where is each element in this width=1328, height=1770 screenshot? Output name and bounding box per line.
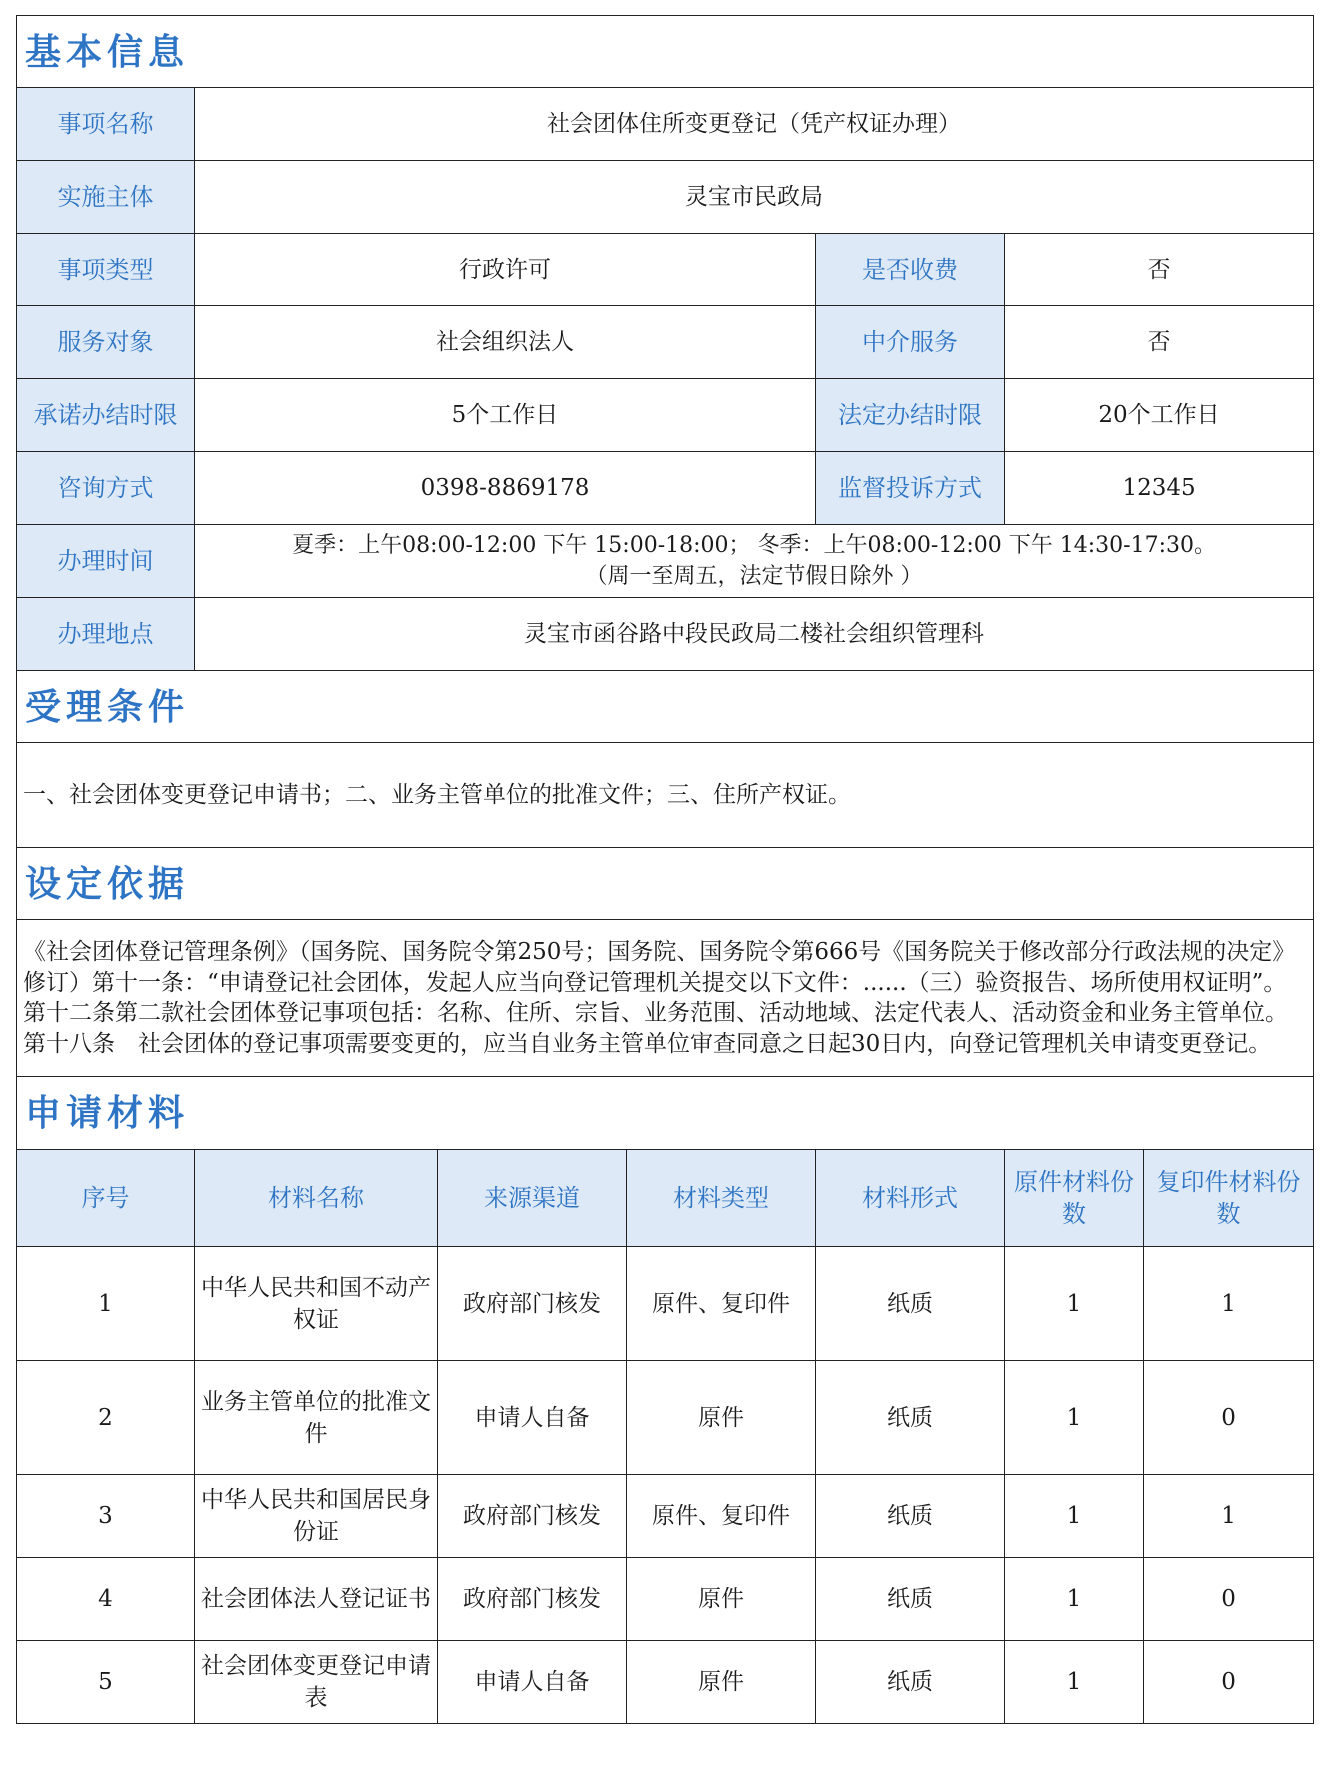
- conditions-text: 一、社会团体变更登记申请书；二、业务主管单位的批准文件；三、住所产权证。: [17, 743, 1314, 848]
- guide-table: [16, 15, 1314, 1724]
- value-complaint-phone: 12345: [1005, 452, 1314, 525]
- section-title-basic-info: 基本信息: [17, 16, 1314, 88]
- col-header-original-count: 原件材料份数: [1005, 1150, 1144, 1247]
- label-complaint: 监督投诉方式: [816, 452, 1005, 525]
- cell-original-count: 1: [1005, 1558, 1144, 1641]
- office-hours-line-1: 夏季：上午08:00-12:00 下午 15:00-18:00； 冬季：上午08:00-12:00 下午 14:30-17:30。: [292, 533, 1216, 558]
- cell-copy-count: 1: [1144, 1475, 1314, 1558]
- col-header-source: 来源渠道: [438, 1150, 627, 1247]
- cell-copy-count: 0: [1144, 1558, 1314, 1641]
- cell-material-type: 原件: [627, 1558, 816, 1641]
- label-item-type: 事项类型: [17, 234, 195, 306]
- cell-source: 政府部门核发: [438, 1247, 627, 1361]
- section-title-conditions: 受理条件: [17, 671, 1314, 743]
- cell-material-type: 原件、复印件: [627, 1247, 816, 1361]
- table-row: [17, 1641, 1314, 1724]
- value-item-type: 行政许可: [195, 234, 816, 306]
- cell-material-form: 纸质: [816, 1247, 1005, 1361]
- basis-text: 《社会团体登记管理条例》（国务院、国务院令第250号；国务院、国务院令第666号《国务院关于修改部分行政法规的决定》修订）第十一条：“申请登记社会团体，发起人应当向登记管理机关提交以下文件：......（三）验资报告、场所使用权证明”。第十二条第二款社会团体登记事项包括：名称、住所、宗旨、业务范围、活动地域、法定代表人、活动资金和业务主管单位。第十八条 社会团体的登记事项需要变更的，应当自业务主管单位审查同意之日起30日内，向登记管理机关申请变更登记。: [17, 920, 1314, 1077]
- cell-index: 2: [17, 1361, 195, 1475]
- table-row: [17, 1247, 1314, 1361]
- cell-index: 5: [17, 1641, 195, 1724]
- label-location: 办理地点: [17, 598, 195, 671]
- col-header-material-form: 材料形式: [816, 1150, 1005, 1247]
- cell-index: 3: [17, 1475, 195, 1558]
- col-header-index: 序号: [17, 1150, 195, 1247]
- table-row: [17, 1475, 1314, 1558]
- value-service-target: 社会组织法人: [195, 306, 816, 379]
- table-row: [17, 1361, 1314, 1475]
- cell-copy-count: 1: [1144, 1247, 1314, 1361]
- cell-original-count: 1: [1005, 1247, 1144, 1361]
- cell-source: 政府部门核发: [438, 1558, 627, 1641]
- label-office-hours: 办理时间: [17, 525, 195, 598]
- value-agency: 否: [1005, 306, 1314, 379]
- cell-copy-count: 0: [1144, 1361, 1314, 1475]
- label-promise-time: 承诺办结时限: [17, 379, 195, 452]
- cell-index: 1: [17, 1247, 195, 1361]
- cell-original-count: 1: [1005, 1475, 1144, 1558]
- value-item-name: 社会团体住所变更登记（凭产权证办理）: [195, 88, 1314, 161]
- col-header-material-name: 材料名称: [195, 1150, 438, 1247]
- cell-material-form: 纸质: [816, 1475, 1005, 1558]
- service-guide-page: [16, 15, 1313, 1724]
- office-hours-line-2: （周一至周五，法定节假日除外 ）: [585, 564, 923, 589]
- cell-material-name: 社会团体法人登记证书: [195, 1558, 438, 1641]
- cell-original-count: 1: [1005, 1641, 1144, 1724]
- cell-material-type: 原件、复印件: [627, 1475, 816, 1558]
- value-legal-time: 20个工作日: [1005, 379, 1314, 452]
- materials-header-row: [17, 1150, 1314, 1247]
- label-item-name: 事项名称: [17, 88, 195, 161]
- col-header-material-type: 材料类型: [627, 1150, 816, 1247]
- section-title-materials: 申请材料: [17, 1077, 1314, 1150]
- cell-material-name: 业务主管单位的批准文件: [195, 1361, 438, 1475]
- value-location: 灵宝市函谷路中段民政局二楼社会组织管理科: [195, 598, 1314, 671]
- cell-material-name: 社会团体变更登记申请表: [195, 1641, 438, 1724]
- label-service-target: 服务对象: [17, 306, 195, 379]
- cell-material-form: 纸质: [816, 1361, 1005, 1475]
- cell-source: 申请人自备: [438, 1361, 627, 1475]
- cell-copy-count: 0: [1144, 1641, 1314, 1724]
- value-office-hours: [195, 525, 1314, 598]
- value-promise-time: 5个工作日: [195, 379, 816, 452]
- label-fee: 是否收费: [816, 234, 1005, 306]
- value-consult-phone: 0398-8869178: [195, 452, 816, 525]
- label-agency: 中介服务: [816, 306, 1005, 379]
- label-consult: 咨询方式: [17, 452, 195, 525]
- cell-material-form: 纸质: [816, 1641, 1005, 1724]
- value-subject: 灵宝市民政局: [195, 161, 1314, 234]
- col-header-copy-count: 复印件材料份数: [1144, 1150, 1314, 1247]
- label-subject: 实施主体: [17, 161, 195, 234]
- cell-source: 申请人自备: [438, 1641, 627, 1724]
- section-title-basis: 设定依据: [17, 848, 1314, 920]
- cell-material-type: 原件: [627, 1361, 816, 1475]
- label-legal-time: 法定办结时限: [816, 379, 1005, 452]
- value-fee: 否: [1005, 234, 1314, 306]
- cell-index: 4: [17, 1558, 195, 1641]
- cell-source: 政府部门核发: [438, 1475, 627, 1558]
- cell-material-form: 纸质: [816, 1558, 1005, 1641]
- cell-original-count: 1: [1005, 1361, 1144, 1475]
- cell-material-name: 中华人民共和国不动产权证: [195, 1247, 438, 1361]
- cell-material-type: 原件: [627, 1641, 816, 1724]
- cell-material-name: 中华人民共和国居民身份证: [195, 1475, 438, 1558]
- table-row: [17, 1558, 1314, 1641]
